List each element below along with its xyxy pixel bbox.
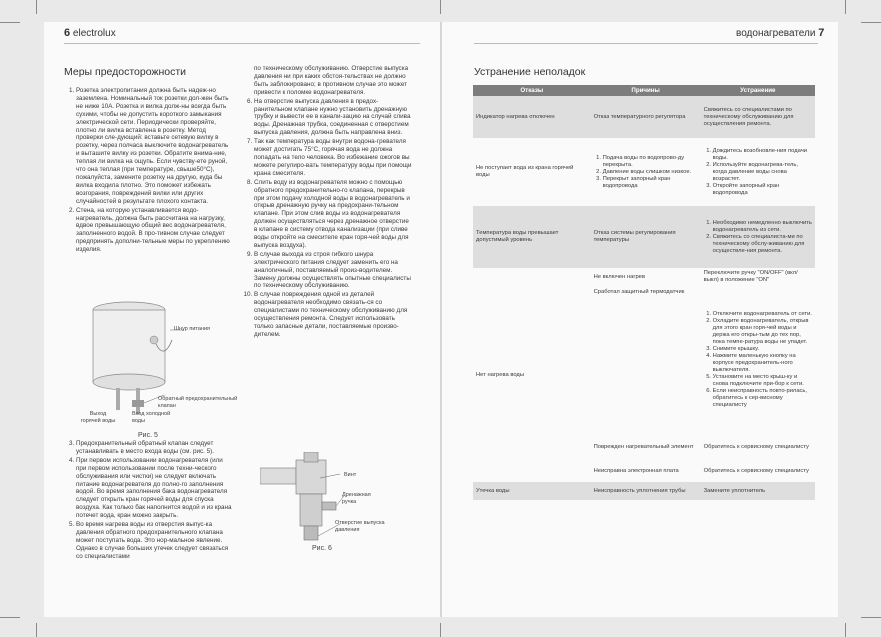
cause-item: 3. Перекрыт запорный кран водопровода — [603, 176, 698, 190]
col-header-causes: Причины — [591, 85, 701, 96]
crop-mark — [440, 0, 441, 14]
cause-item: 1. Подача воды по водопрово-ду перекрыта. — [603, 155, 698, 169]
precautions-col2 — [242, 65, 412, 340]
table-row — [473, 138, 815, 206]
table-row — [473, 482, 815, 500]
table-header-row — [473, 85, 815, 96]
fix-cell: Свяжитесь со специалистами по техническому обслуживанию для осуществления ремонта. — [701, 96, 815, 138]
fig6-label-hole: Отверстие выпуска давления — [335, 520, 385, 533]
cause-cell: Отказ температурного регулятора — [591, 96, 701, 138]
fix-item: 1. Дождитесь возобновле-ния подачи воды. — [713, 148, 812, 162]
brand-name: electrolux — [72, 28, 116, 39]
precaution-item: 6. На отверстие выпуска давления в предох-ранительном клапане нужно установить дренажную трубку и вывести ее в канали-зацию на случай слива воды. Дренажная трубка, соединенная с отверстием выпуска давления, должна быть направлена вниз. — [254, 98, 412, 138]
fix-item: 2. Свяжитесь со специалиста-ми по техническому обслу-живанию для осуществле-ния ремонта. — [713, 234, 812, 255]
precaution-item: 1. Розетка электропитания должна быть надеж-но заземлена. Номинальный ток розетки дол-жен быть не ниже 10А. Розетка и вилка долж-ны всегда быть сухими, чтобы не допустить короткого замыкания электрической сети. Периодически проверяйте, плотно ли вилка вставлена в розетку. Метод проверки сле-дующий: вставьте сетевую вилку в розетку, через полчаса выключите водонагреватель и выташите вилку из розетки. Обратите внима-ние, теплая ли вилка на ощупь. Если чувству-ете руной, что она теплая (при температуре, свыше50°С), пожалуйста, замените розетку на другую, куда бы вилка входила плотно. Это поможет избежать возгорания, повреждений вилки или других случайностей в результате плохого контакта. — [76, 87, 232, 206]
cause-cell — [591, 138, 701, 206]
fix-item: 2. Охладите водонагреватель, открыв для этого кран горя-чей воды и держа его откры-тым до тех пор, пока темпе-ратура воды не упадет. — [713, 318, 812, 346]
left-header — [64, 27, 116, 39]
fix-item: 6. Если неисправность повто-рилась, обратитесь к сер-висному специалисту — [713, 388, 812, 409]
fix-cell — [701, 138, 815, 206]
fig5-label-cord: Шнур питания — [174, 326, 211, 332]
precautions-title: Меры предосторожности — [64, 66, 187, 78]
precaution-item: 2. Стена, на которую устанавливается водо-нагреватель, должна быть рассчитана на нагрузку, вдвое превышающую общий вес водонагревателя, заполненного водой. В про-тивном случае следует предпринять дополни-тельные меры по укреплению изделия. — [76, 207, 232, 254]
page-gutter — [440, 22, 442, 617]
cause-cell: Неисправность уплотнения трубы — [591, 482, 701, 500]
crop-mark — [0, 22, 20, 23]
fix-item: 3. Откройте запорный кран водопровода — [713, 183, 812, 197]
crop-mark — [0, 617, 20, 618]
cause-cell: Сработал защитный термодатчик — [593, 289, 685, 295]
fig5-label-cold: Вход холодной воды — [132, 411, 171, 424]
precaution-item: 9. В случае выхода из строя гибкого шнура электрического питания следует заменить его на аналогичный, поставляемый произ-водителем. Замену должны осуществлять опытные специалисты по техническому обслуживанию. — [254, 251, 412, 291]
crop-mark — [845, 0, 846, 14]
crop-mark — [36, 0, 37, 14]
col-header-fixes: Устранение — [701, 85, 815, 96]
right-header-title: водонагреватели — [736, 28, 816, 39]
troubleshooting-table — [473, 85, 815, 500]
header-rule — [474, 43, 818, 44]
fix-item: 5. Установите на место крыш-ку и снова подключите при-бор к сети. — [713, 374, 812, 388]
cause-cell: Поврежден нагревательный элемент — [593, 443, 694, 450]
cause-cell: Не включен нагрев — [593, 273, 645, 280]
troubleshooting-title: Устранение неполадок — [474, 66, 586, 78]
fix-cell: Замените уплотнитель — [701, 482, 815, 500]
fix-item: 2. Используйте водонагрева-тель, когда давление воды снова возрастет. — [713, 162, 812, 183]
fault-cell: Не поступает вода из крана горячей воды — [476, 165, 574, 178]
fig6-label-handle: Дренажная ручка — [342, 492, 371, 505]
fig5-label-valve: Обратный предохранительный клапан — [158, 396, 238, 409]
fig6-label-screw: Винт — [344, 472, 357, 478]
cause-item: 2. Давление воды слишком низкое. — [603, 169, 698, 176]
table-row — [473, 206, 815, 268]
crop-mark — [861, 22, 881, 23]
fig5-caption: Рис. 5 — [138, 432, 158, 439]
right-page-number: 7 — [818, 27, 825, 39]
fix-cell: Переключите ручку "ON/OFF" (вкл/выкл) в положение "ON" — [703, 270, 798, 283]
fig6-caption: Рис. 6 — [312, 545, 332, 552]
table-row — [473, 268, 815, 286]
precaution-continuation: по техническому обслуживанию. Отверстие выпуска давления ни при каких обстоя-тельствах не должно быть заблокировано; в противном случае это может привести к поломке водонагревателя. — [254, 65, 409, 96]
fig5-label-hot: Выход горячей воды — [80, 411, 116, 424]
crop-mark — [861, 617, 881, 618]
precaution-item: 7. Так как температура воды внутри водона-гревателя может достигать 75°С, горячая вода не должна попадать на тело человека. Во избежание ожогов вы можете регулиро-вать температуру воды при помощи крана смесителя. — [254, 138, 412, 178]
fix-cell — [701, 206, 815, 268]
crop-mark — [845, 623, 846, 637]
left-page-number: 6 — [64, 27, 71, 39]
fix-cell: Обратитесь к сервисному специалисту — [703, 467, 809, 474]
fix-item: 3. Снимите крышку. — [713, 346, 812, 353]
col-header-faults: Отказы — [473, 85, 591, 96]
header-rule — [64, 43, 420, 44]
table-row — [473, 96, 815, 138]
cause-cell: Отказ системы регулирования температуры — [591, 206, 701, 268]
precaution-item: 10. В случае повреждения одной из деталей водонагревателя необходимо связать-ся со специалистами по техническому обслуживанию для осуществления ремонта. Следует использовать только запасные детали, поставляемые произво-дителем. — [254, 291, 412, 338]
right-header — [736, 27, 824, 39]
crop-mark — [36, 623, 37, 637]
fix-item: 1. Необходимо немедленно выключить водонагреватель из сети. — [713, 220, 812, 234]
precautions-col1b — [64, 440, 232, 562]
fault-cell: Нет нагрева воды — [476, 371, 524, 378]
fix-cell: Обратитесь к сервисному специалисту — [703, 443, 809, 450]
fault-cell: Температура воды превышает допустимый уровень — [473, 206, 591, 268]
precautions-col1 — [64, 87, 232, 255]
precaution-item: 8. Слить воду из водонагревателя можно с помощью обратного предохранительно-го клапана, перекрыв при этом подачу холодной воды в водонагреватель и открыв дренажную ручку на предохрани-тельном клапане. При этом слив воды из водонагревателя должен осуществляться через дренажное отверстие в клапане в систему отвода канализации (при сливе воды откройте на смесителе кран горя-чей воды для выпуска воздуха). — [254, 179, 412, 250]
precaution-item: 5. Во время нагрева воды из отверстия выпус-ка давления обратного предохранительного клапана может поступать вода. Это нор-мальное явление. Однако в случае больших утечек следует связаться со специалистами — [76, 521, 232, 561]
cause-cell: Неисправна электронная плата — [593, 467, 679, 474]
fix-cell — [701, 286, 815, 434]
fault-cell: Индикатор нагрева отключен — [473, 96, 591, 138]
fix-item: 1. Отключите водонагреватель от сети. — [713, 311, 812, 318]
fix-item: 4. Нажмите маленькую кнопку на корпусе предохранитель-ного выключателя. — [713, 353, 812, 374]
precaution-item: 3. Предохранительный обратный клапан следует устанавливать в место входа воды (см. рис. 5). — [76, 440, 232, 456]
fault-cell: Утечка воды — [473, 482, 591, 500]
precaution-item: 4. При первом использовании водонагревателя (или при первом использовании после техни-ческого обслуживания или чистки) не следует включать питание водонагревателя до полно-го заполнения водой. Во время заполнения бака водонагревателя следует открыть кран горячей воды для спуска воздуха. Как только бак наполнится водой и из крана потечет вода, кран можно закрыть. — [76, 457, 232, 520]
crop-mark — [440, 623, 441, 637]
